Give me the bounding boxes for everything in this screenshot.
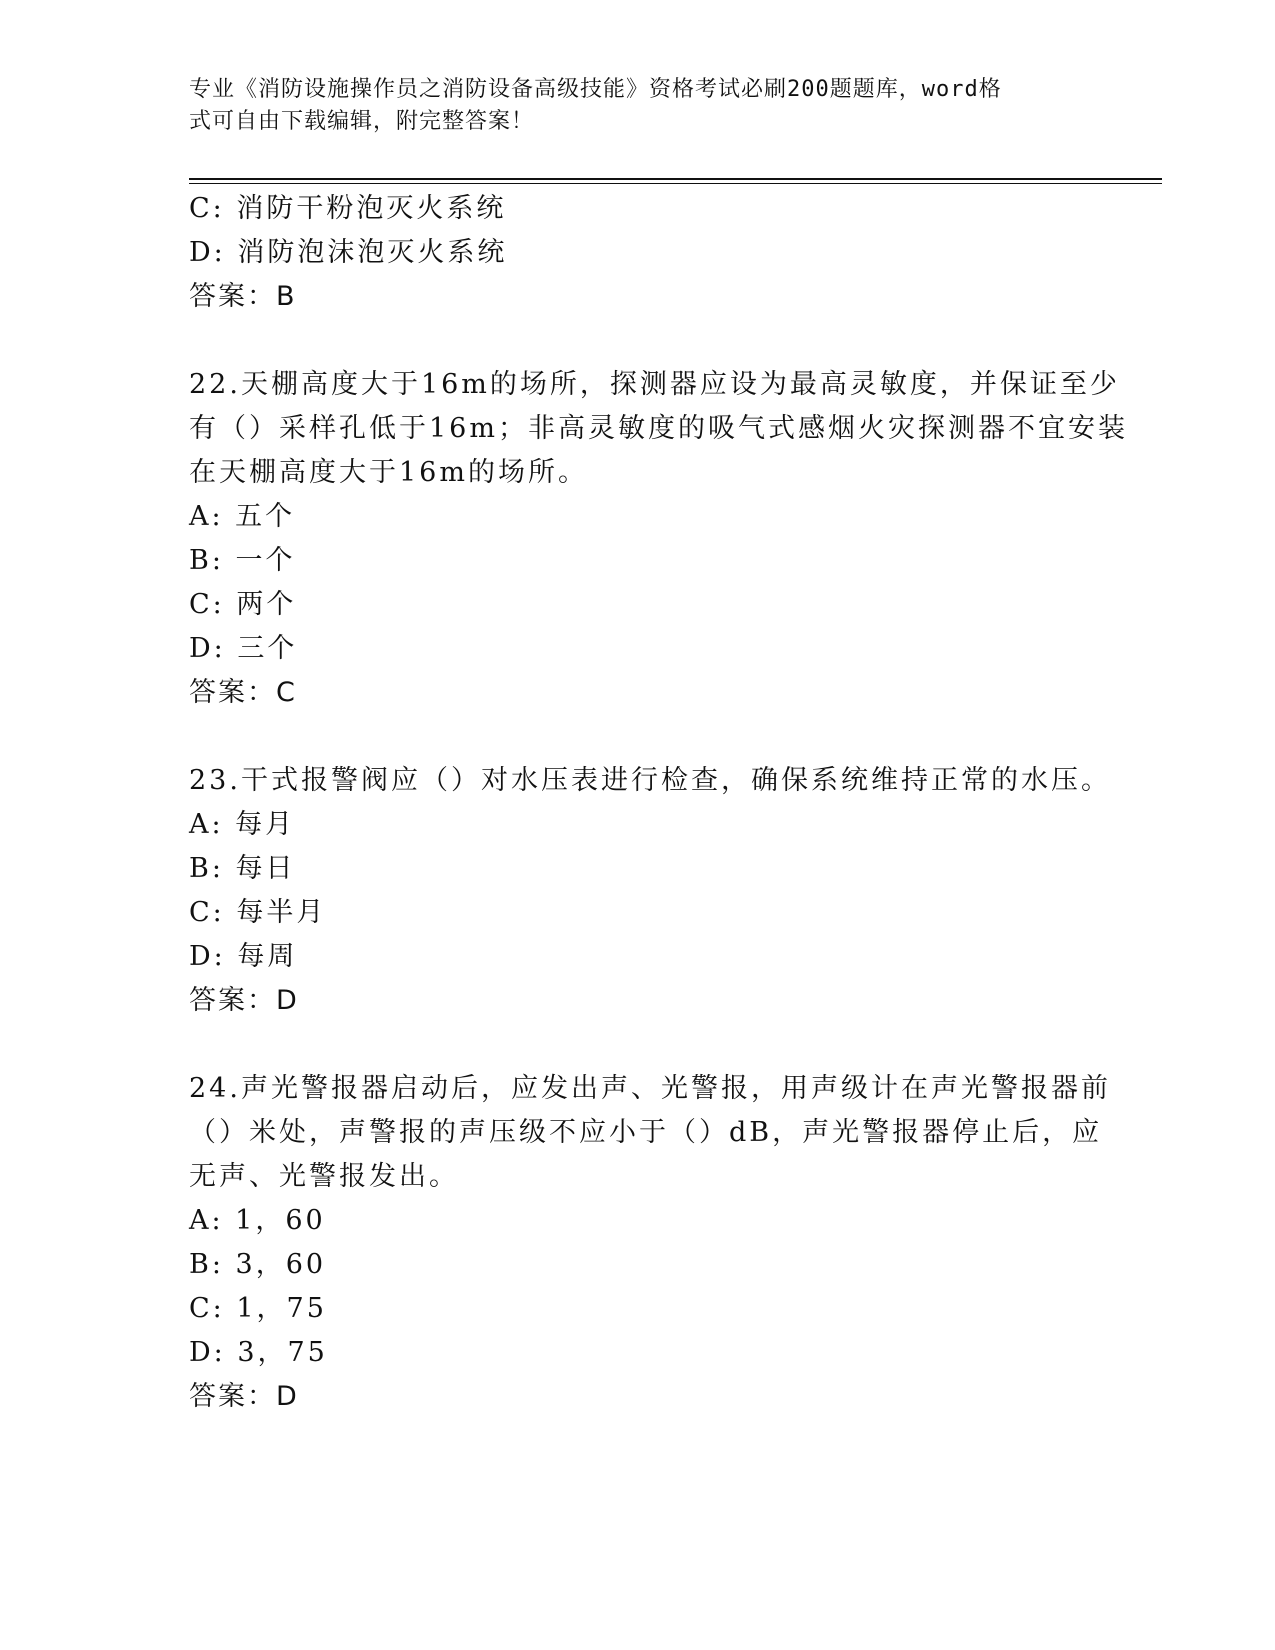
header-rule-thick	[189, 178, 1162, 180]
q23-option-a: A: 每月	[189, 809, 296, 840]
q23-option-b: B: 每日	[189, 853, 296, 884]
q22-option-a: A: 五个	[189, 501, 296, 532]
q22-option-b: B: 一个	[189, 545, 296, 576]
prev-option-d: D: 消防泡沫泡灭火系统	[189, 237, 508, 268]
q22-answer: 答案：C	[189, 677, 297, 708]
header-rule-thin	[189, 183, 1162, 184]
q24-option-b: B: 3，60	[189, 1249, 327, 1280]
q22-text-line-2: 有（）采样孔低于16m；非高灵敏度的吸气式感烟火灾探测器不宜安装	[189, 413, 1128, 444]
q23-option-c: C: 每半月	[189, 897, 327, 928]
prev-option-c: C: 消防干粉泡灭火系统	[189, 193, 507, 224]
q24-option-a: A: 1，60	[189, 1205, 326, 1236]
q22-option-c: C: 两个	[189, 589, 297, 620]
q24-option-c: C: 1，75	[189, 1293, 327, 1324]
q22-option-d: D: 三个	[189, 633, 298, 664]
header-line-1: 专业《消防设施操作员之消防设备高级技能》资格考试必刷200题题库，word格	[189, 77, 1002, 102]
document-header	[189, 74, 1079, 138]
q23-option-d: D: 每周	[189, 941, 298, 972]
header-line-2: 式可自由下载编辑，附完整答案！	[189, 109, 535, 134]
prev-answer: 答案：B	[189, 281, 297, 312]
q22-text-line-3: 在天棚高度大于16m的场所。	[189, 457, 588, 488]
q24-text-line-3: 无声、光警报发出。	[189, 1161, 459, 1192]
q23-answer: 答案：D	[189, 985, 299, 1016]
q24-answer: 答案：D	[189, 1381, 299, 1412]
q23-text-line-1: 23.干式报警阀应（）对水压表进行检查，确保系统维持正常的水压。	[189, 765, 1111, 796]
q24-text-line-2: （）米处，声警报的声压级不应小于（）dB，声光警报器停止后，应	[189, 1117, 1103, 1148]
q22-text-line-1: 22.天棚高度大于16m的场所，探测器应设为最高灵敏度，并保证至少	[189, 369, 1120, 400]
q24-text-line-1: 24.声光警报器启动后，应发出声、光警报，用声级计在声光警报器前	[189, 1073, 1111, 1104]
q24-option-d: D: 3，75	[189, 1337, 328, 1368]
